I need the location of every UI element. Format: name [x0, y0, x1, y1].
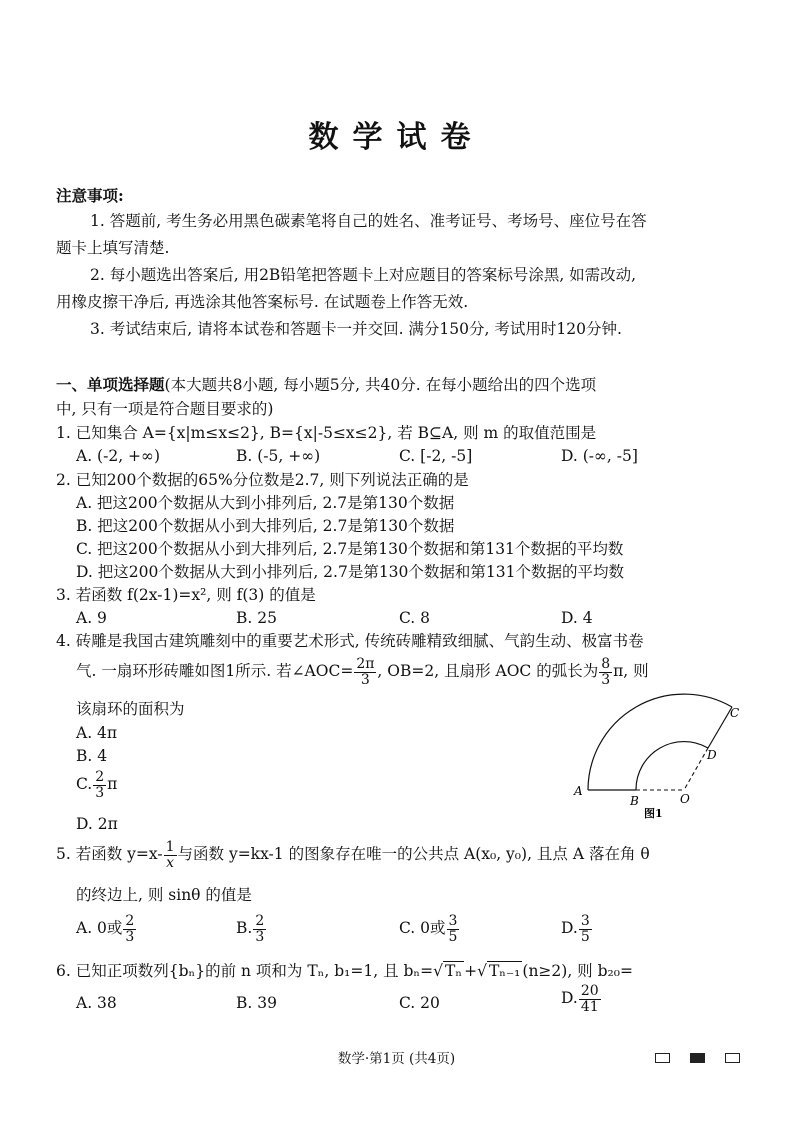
- q6-line-1a: 6. 已知正项数列{bₙ}的前 n 项和为 Tₙ, b₁=1, 且 bₙ=: [56, 962, 434, 980]
- q4-option-c-prefix: C.: [76, 775, 93, 794]
- q4-option-c-num: 2: [95, 769, 105, 785]
- section-1-desc-line-2: 中, 只有一项是符合题目要求的): [56, 400, 274, 418]
- q5-option-d: [561, 914, 593, 944]
- notice-item-2-line-2: 用橡皮擦干净后, 再选涂其他答案标号. 在试题卷上作答无效.: [56, 293, 469, 311]
- q4-line-2: [76, 657, 649, 687]
- q2-stem: 2. 已知200个数据的65%分位数是2.7, 则下列说法正确的是: [56, 471, 469, 489]
- q5-option-a-prefix: A. 0或: [76, 919, 123, 938]
- figure-caption: 图1: [644, 807, 663, 820]
- q6-sqrt-2: Tₙ₋₁: [488, 962, 521, 980]
- q4-option-a: A. 4π: [76, 724, 118, 742]
- notice-item-1-line-2: 题卡上填写清楚.: [56, 239, 170, 257]
- q1-option-b: B. (-5, +∞): [236, 447, 321, 465]
- q3-stem: 3. 若函数 f(2x-1)=x², 则 f(3) 的值是: [56, 586, 316, 604]
- segment-cd: [708, 707, 732, 748]
- q5-line-1: [56, 840, 650, 870]
- page-marker-box-2: [690, 1053, 705, 1063]
- page-title: 数学试卷: [308, 120, 485, 155]
- label-o: O: [680, 792, 690, 806]
- q6-option-d-fraction: [579, 984, 601, 1014]
- q5-option-c-num: 3: [448, 913, 458, 929]
- label-b: B: [630, 794, 639, 808]
- q1-option-c: C. [-2, -5]: [399, 447, 473, 465]
- q5-option-c-fraction: [447, 914, 460, 944]
- q4-angle-fraction: [354, 657, 376, 687]
- outer-arc: [588, 694, 732, 790]
- q2-option-b: B. 把这200个数据从小到大排列后, 2.7是第130个数据: [76, 517, 455, 535]
- section-1-heading: 一、单项选择题: [56, 375, 165, 394]
- q5-frac-den: x: [166, 854, 174, 871]
- q5-option-d-fraction: [579, 914, 592, 944]
- q4-line-2b: , OB=2, 且扇形 AOC 的弧长为: [377, 662, 599, 681]
- q5-option-c-prefix: C. 0或: [399, 919, 446, 938]
- q6-option-b: B. 39: [236, 994, 277, 1012]
- label-a: A: [574, 784, 583, 798]
- q6-sqrt-1: Tₙ: [445, 962, 463, 980]
- q4-arc-fraction: [599, 657, 612, 687]
- q4-option-c-suffix: π: [107, 775, 118, 794]
- notice-item-2-line-1: 2. 每小题选出答案后, 用2B铅笔把答题卡上对应题目的答案标号涂黑, 如需改动,: [90, 266, 637, 284]
- q4-option-c-fraction: [93, 770, 106, 800]
- q2-option-a: A. 把这200个数据从大到小排列后, 2.7是第130个数据: [76, 494, 455, 512]
- sqrt-sign-1: √: [433, 962, 444, 980]
- q5-line-2: 的终边上, 则 sinθ 的值是: [76, 886, 252, 904]
- q4-line-3: 该扇环的面积为: [76, 700, 185, 718]
- q5-option-b-prefix: B.: [236, 919, 253, 938]
- inner-arc: [636, 742, 708, 790]
- q5-option-a: [76, 914, 137, 944]
- q3-option-d: D. 4: [561, 609, 593, 627]
- q1-option-a: A. (-2, +∞): [76, 447, 160, 465]
- q5-option-b-fraction: [253, 914, 266, 944]
- q4-angle-num: 2π: [356, 656, 375, 672]
- figure-1-annular-sector: [560, 690, 750, 825]
- q6-line-1b: (n≥2), 则 b₂₀=: [522, 962, 633, 980]
- q5-option-a-den: 3: [125, 928, 135, 945]
- q6-line-1: [56, 960, 633, 982]
- q4-angle-den: 3: [360, 671, 370, 688]
- page-marker-box-1: [655, 1053, 670, 1063]
- label-c: C: [730, 706, 740, 720]
- label-d: D: [707, 748, 717, 762]
- q5-option-d-num: 3: [580, 913, 590, 929]
- page-footer: 数学·第1页 (共4页): [337, 1051, 456, 1067]
- q5-line-1a: 5. 若函数 y=x-: [56, 845, 163, 864]
- q4-option-c: [76, 770, 117, 800]
- q1-option-d: D. (-∞, -5]: [561, 447, 638, 465]
- page-marker-box-3: [725, 1053, 740, 1063]
- q5-option-a-fraction: [123, 914, 136, 944]
- q4-option-c-den: 3: [95, 784, 105, 801]
- q5-option-b-den: 3: [255, 928, 265, 945]
- q5-option-b-num: 2: [255, 913, 265, 929]
- q4-arc-num: 8: [601, 656, 611, 672]
- q4-option-b: B. 4: [76, 747, 108, 765]
- q5-line-1b: 与函数 y=kx-1 的图象存在唯一的公共点 A(x₀, y₀), 且点 A 落在角 θ: [177, 845, 650, 864]
- section-1-desc-line-1: (本大题共8小题, 每小题5分, 共40分. 在每小题给出的四个选项: [164, 376, 597, 394]
- q6-option-d-num: 20: [580, 983, 599, 999]
- q3-option-a: A. 9: [76, 609, 107, 627]
- q5-option-c-den: 5: [448, 928, 458, 945]
- q4-option-d: D. 2π: [76, 815, 118, 833]
- q5-fraction: [164, 840, 177, 870]
- q2-option-d: D. 把这200个数据从大到小排列后, 2.7是第130个数据和第131个数据的平均数: [76, 563, 624, 581]
- notice-item-3: 3. 考试结束后, 请将本试卷和答题卡一并交回. 满分150分, 考试用时120分钟.: [90, 320, 622, 338]
- q4-arc-den: 3: [601, 671, 611, 688]
- q5-frac-num: 1: [165, 839, 175, 855]
- q3-option-c: C. 8: [399, 609, 431, 627]
- notice-heading: 注意事项:: [56, 186, 124, 205]
- q6-option-d-den: 41: [580, 998, 599, 1015]
- q6-option-d: [561, 984, 602, 1014]
- q6-option-a: A. 38: [76, 994, 117, 1012]
- q4-line-2c: π, 则: [613, 662, 649, 681]
- q6-option-d-prefix: D.: [561, 989, 578, 1008]
- q4-line-2a: 气. 一扇环形砖雕如图1所示. 若∠AOC=: [76, 662, 354, 681]
- q4-line-1: 4. 砖雕是我国古建筑雕刻中的重要艺术形式, 传统砖雕精致细腻、气韵生动、极富书卷: [56, 632, 644, 650]
- q2-option-c: C. 把这200个数据从小到大排列后, 2.7是第130个数据和第131个数据的平均数: [76, 540, 624, 558]
- q5-option-d-prefix: D.: [561, 919, 578, 938]
- q3-option-b: B. 25: [236, 609, 277, 627]
- q5-option-d-den: 5: [580, 928, 590, 945]
- q5-option-a-num: 2: [125, 913, 135, 929]
- segment-do-dashed: [684, 748, 708, 790]
- sqrt-sign-2: √: [477, 962, 487, 980]
- q6-option-c: C. 20: [399, 994, 440, 1012]
- q5-option-b: [236, 914, 267, 944]
- q5-option-c: [399, 914, 460, 944]
- q6-plus: +: [464, 962, 478, 980]
- notice-item-1-line-1: 1. 答题前, 考生务必用黑色碳素笔将自己的姓名、准考证号、考场号、座位号在答: [90, 212, 647, 230]
- section-1-heading-line: [56, 374, 596, 396]
- q1-stem: 1. 已知集合 A={x|m≤x≤2}, B={x|-5≤x≤2}, 若 B⊆A, 则 m 的取值范围是: [56, 424, 597, 442]
